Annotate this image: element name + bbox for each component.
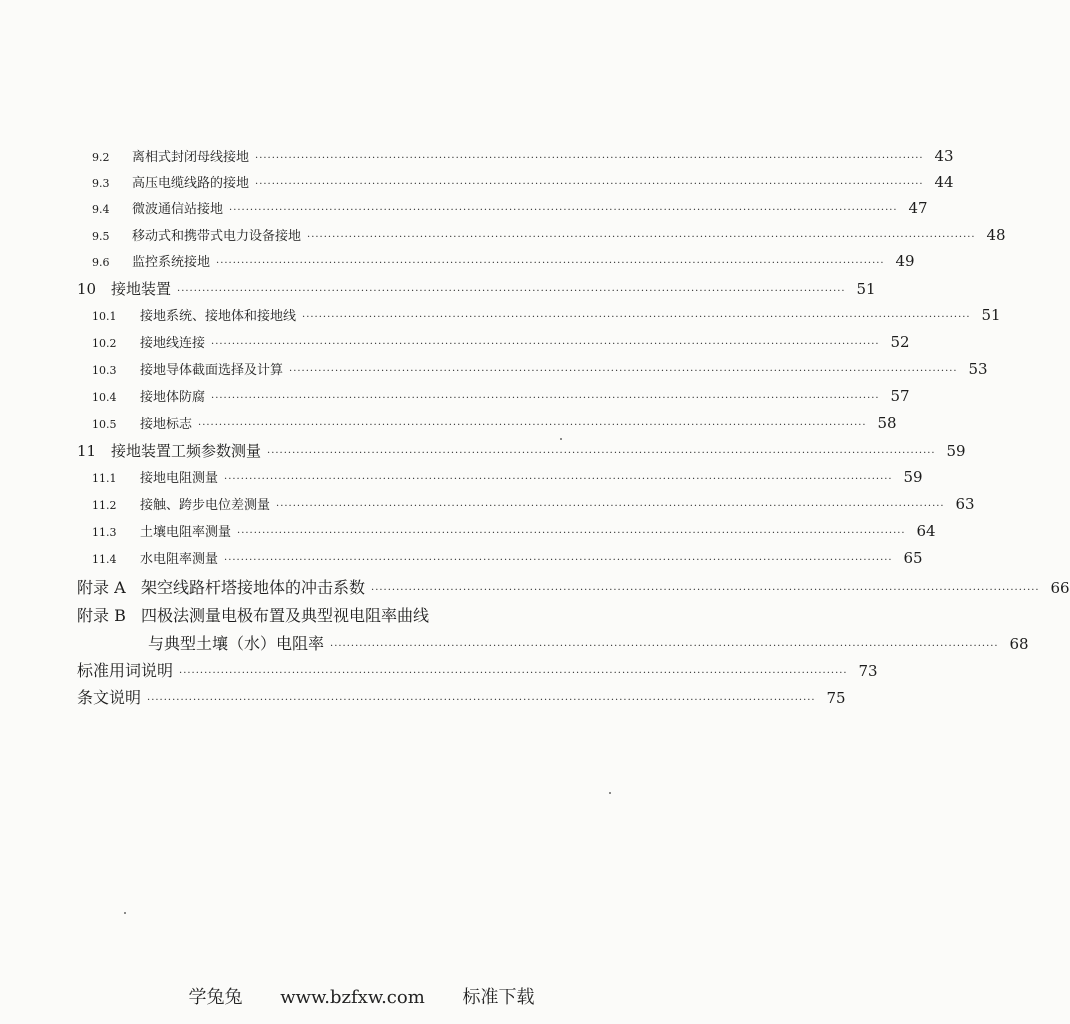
toc-entry-page-number: 47 [908,199,928,217]
toc-entry-title: 离相式封闭母线接地 [132,150,250,165]
toc-entry [92,359,988,378]
scan-speck [609,792,611,794]
toc-entry-page-number: 51 [981,306,1001,324]
toc-entry-page-number: 73 [858,662,878,680]
toc-entry-number: 附录 B [77,606,126,625]
scan-speck [560,438,562,440]
toc-entry [92,413,897,432]
toc-entry-title: 微波通信站接地 [132,202,224,217]
toc-entry [92,332,910,351]
toc-entry-title: 接触、跨步电位差测量 [140,498,271,513]
toc-entry-page-number: 49 [895,252,915,270]
toc-entry-title: 条文说明 [77,688,142,707]
toc-entry-page-number: 44 [934,173,954,191]
toc-entry-title: 监控系统接地 [132,255,211,270]
toc-entry [77,658,878,681]
dot-leader: ································································································································································ [198,420,867,431]
toc-entry [77,685,846,708]
toc-entry-number: 9.5 [92,230,110,243]
dot-leader: ································································································································································ [216,258,885,269]
dot-leader: ································································································································································ [211,393,880,404]
toc-entry-number: 11 [77,442,97,460]
toc-entry-number: 10 [77,280,97,298]
dot-leader: ································································································································································ [255,153,924,164]
toc-entry-number: 11.1 [92,472,117,485]
dot-leader: ································································································································································ [302,312,971,323]
toc-entry-title: 接地导体截面选择及计算 [140,363,284,378]
dot-leader: ································································································································································ [371,585,1040,596]
toc-entry-number: 10.2 [92,337,117,350]
footer-site-name: 学兔兔 [188,987,243,1008]
toc-entry-number: 9.6 [92,256,110,269]
page-footer [0,983,723,1009]
toc-entry-page-number: 57 [890,387,910,405]
footer-slogan: 标准下载 [462,987,535,1008]
toc-entry [148,631,1029,654]
toc-entry-page-number: 48 [986,226,1006,244]
dot-leader: ································································································································································ [224,555,893,566]
toc-entry-page-number: 66 [1050,579,1070,597]
toc-entry-title: 接地电阻测量 [140,471,219,486]
dot-leader: ································································································································································ [276,501,945,512]
dot-leader: ································································································································································ [211,339,880,350]
toc-entry-number: 10.3 [92,364,117,377]
toc-entry-title: 接地系统、接地体和接地线 [140,309,297,324]
toc-entry [92,548,923,567]
dot-leader: ································································································································································ [237,528,906,539]
toc-entry-title: 接地装置工频参数测量 [111,442,262,460]
toc-entry [92,251,915,270]
toc-entry-number: 11.3 [92,526,117,539]
dot-leader: ································································································································································ [267,448,936,459]
toc-entry-title: 高压电缆线路的接地 [132,176,250,191]
toc-entry [92,198,928,217]
toc-entry-title: 与典型土壤（水）电阻率 [148,634,325,653]
toc-entry-number: 10.5 [92,418,117,431]
dot-leader: ································································································································································ [289,366,958,377]
toc-entry-number: 11.2 [92,499,117,512]
toc-entry [92,172,954,191]
toc-entry-page-number: 51 [856,280,876,298]
footer-url: www.bzfxw.com [280,987,425,1008]
toc-entry-number: 10.4 [92,391,117,404]
toc-entry-title: 接地装置 [111,280,172,298]
toc-entry-title: 水电阻率测量 [140,552,219,567]
toc-entry [77,278,876,299]
toc-entry [77,603,589,626]
toc-entry-title: 架空线路杆塔接地体的冲击系数 [141,578,366,597]
dot-leader: ································································································································································ [147,695,816,706]
scan-speck [124,912,126,914]
toc-entry-title: 接地线连接 [140,336,206,351]
toc-entry-page-number: 59 [903,468,923,486]
toc-entry [92,494,975,513]
toc-entry-number: 11.4 [92,553,117,566]
toc-entry-page-number: 43 [934,147,954,165]
dot-leader: ································································································································································ [224,474,893,485]
toc-entry [92,305,1001,324]
dot-leader: ································································································································································ [255,179,924,190]
dot-leader: ································································································································································ [330,641,999,652]
toc-entry-number: 附录 A [77,578,126,597]
toc-entry [92,386,910,405]
toc-entry-page-number: 63 [955,495,975,513]
toc-entry-page-number: 53 [968,360,988,378]
dot-leader: ································································································································································ [177,286,846,297]
toc-entry [92,467,923,486]
toc-entry-page-number: 58 [877,414,897,432]
toc-entry-page-number: 65 [903,549,923,567]
toc-entry-number: 9.3 [92,177,110,190]
toc-entry-page-number: 75 [826,689,846,707]
dot-leader: ································································································································································ [229,205,898,216]
toc-entry [92,521,936,540]
toc-entry [92,146,954,165]
toc-entry-page-number: 52 [890,333,910,351]
toc-entry-title: 接地标志 [140,417,193,432]
toc-entry-number: 9.4 [92,203,110,216]
dot-leader: ································································································································································ [307,232,976,243]
toc-entry-title: 四极法测量电极布置及典型视电阻率曲线 [141,606,430,625]
toc-entry-page-number: 59 [946,442,966,460]
toc-entry-title: 土壤电阻率测量 [140,525,232,540]
toc-entry [77,440,966,461]
toc-entry-title: 移动式和携带式电力设备接地 [132,229,302,244]
toc-entry [92,225,1006,244]
toc-entry-number: 9.2 [92,151,110,164]
dot-leader: ································································································································································ [179,668,848,679]
toc-entry-page-number: 64 [916,522,936,540]
toc-entry-page-number: 68 [1009,635,1029,653]
toc-entry-number: 10.1 [92,310,117,323]
toc-entry-title: 接地体防腐 [140,390,206,405]
toc-entry [77,575,1070,598]
toc-entry-title: 标准用词说明 [77,661,174,680]
